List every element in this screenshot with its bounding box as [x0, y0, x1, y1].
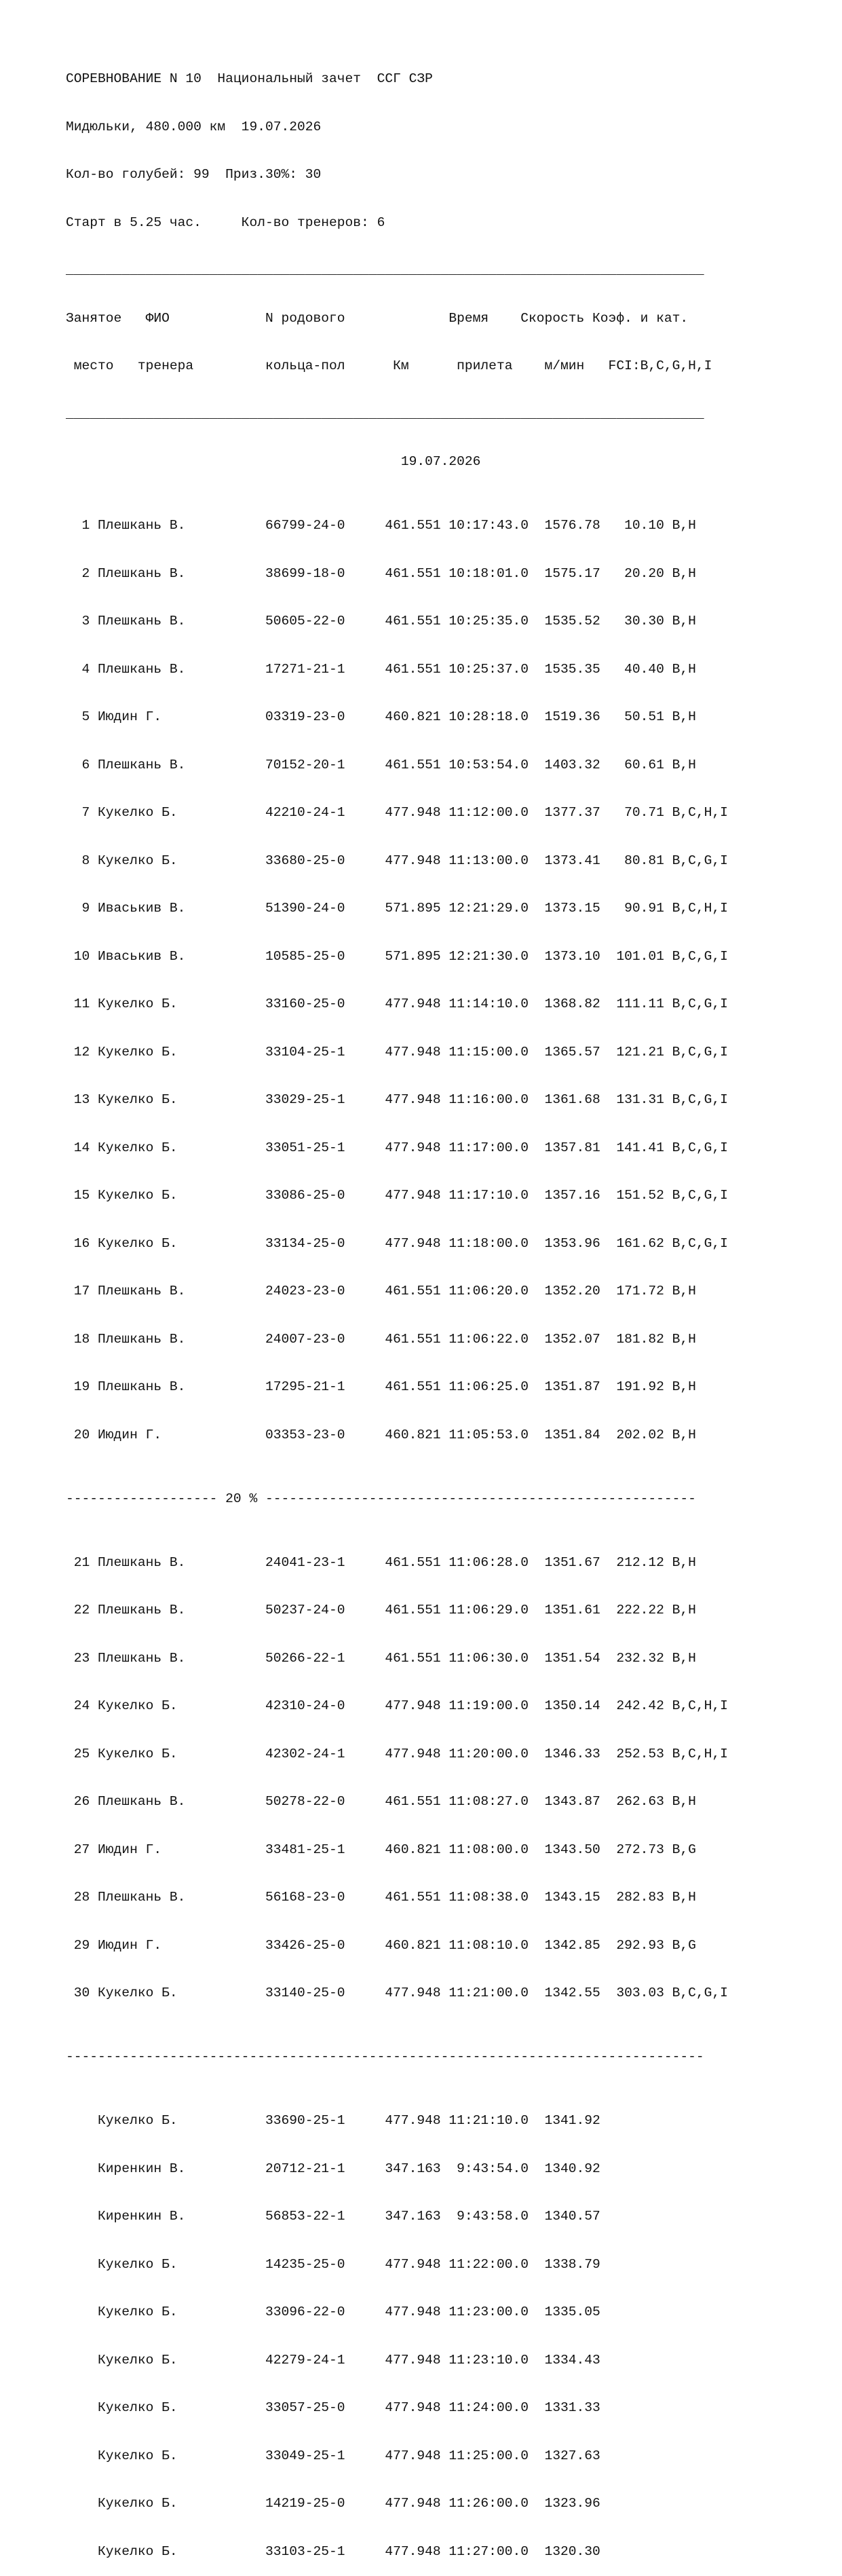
table-row: 20 Июдин Г. 03353-23-0 460.821 11:05:53.0 1351.84 202.02 B,H: [66, 1427, 696, 1442]
table-row: 14 Кукелко Б. 33051-25-1 477.948 11:17:00.0 1357.81 141.41 B,C,G,I: [66, 1140, 728, 1155]
rule-top: ________________________________________________________________________________: [66, 263, 704, 278]
table-row: 3 Плешкань В. 50605-22-0 461.551 10:25:35.0 1535.52 30.30 B,H: [66, 614, 696, 629]
column-header-1: Занятое ФИО N родового Время Скорость Коэф. и кат.: [66, 310, 689, 326]
table-row: Кукелко Б. 33057-25-0 477.948 11:24:00.0 1331.33: [66, 2400, 600, 2415]
table-row: 30 Кукелко Б. 33140-25-0 477.948 11:21:00.0 1342.55 303.03 B,C,G,I: [66, 1985, 728, 2000]
table-row: 27 Июдин Г. 33481-25-1 460.821 11:08:00.0 1343.50 272.73 B,G: [66, 1842, 696, 1857]
table-row: 24 Кукелко Б. 42310-24-0 477.948 11:19:00.0 1350.14 242.42 B,C,H,I: [66, 1698, 728, 1713]
table-row: 4 Плешкань В. 17271-21-1 461.551 10:25:37.0 1535.35 40.40 B,H: [66, 661, 696, 677]
table-row: 17 Плешкань В. 24023-23-0 461.551 11:06:20.0 1352.20 171.72 B,H: [66, 1284, 696, 1299]
table-row: Кукелко Б. 33103-25-1 477.948 11:27:00.0 1320.30: [66, 2543, 600, 2559]
start-info: Старт в 5.25 час. Кол-во тренеров: 6: [66, 214, 385, 230]
table-row: 21 Плешкань В. 24041-23-1 461.551 11:06:28.0 1351.67 212.12 B,H: [66, 1554, 696, 1570]
separator-end: --------------------------------------------------------------------------------: [66, 2049, 704, 2064]
separator-20-percent: ------------------- 20 % ------------------------------------------------------: [66, 1491, 696, 1506]
table-row: 6 Плешкань В. 70152-20-1 461.551 10:53:54.0 1403.32 60.61 B,H: [66, 757, 696, 772]
table-row: Киренкин В. 20712-21-1 347.163 9:43:54.0 1340.92: [66, 2161, 600, 2176]
table-row: 8 Кукелко Б. 33680-25-0 477.948 11:13:00.0 1373.41 80.81 B,C,G,I: [66, 853, 728, 868]
table-row: 26 Плешкань В. 50278-22-0 461.551 11:08:27.0 1343.87 262.63 B,H: [66, 1794, 696, 1809]
table-row: 10 Иваськив В. 10585-25-0 571.895 12:21:30.0 1373.10 101.01 B,C,G,I: [66, 948, 728, 964]
table-row: 1 Плешкань В. 66799-24-0 461.551 10:17:43.0 1576.78 10.10 B,H: [66, 518, 696, 533]
table-row: Кукелко Б. 33690-25-1 477.948 11:21:10.0 1341.92: [66, 2113, 600, 2128]
table-row: 29 Июдин Г. 33426-25-0 460.821 11:08:10.0 1342.85 292.93 B,G: [66, 1937, 696, 1953]
table-row: 11 Кукелко Б. 33160-25-0 477.948 11:14:10.0 1368.82 111.11 B,C,G,I: [66, 996, 728, 1011]
table-row: 16 Кукелко Б. 33134-25-0 477.948 11:18:00.0 1353.96 161.62 B,C,G,I: [66, 1235, 728, 1251]
table-row: 5 Июдин Г. 03319-23-0 460.821 10:28:18.0 1519.36 50.51 B,H: [66, 709, 696, 724]
rule-mid: ________________________________________________________________________________: [66, 406, 704, 422]
table-row: 2 Плешкань В. 38699-18-0 461.551 10:18:01.0 1575.17 20.20 B,H: [66, 565, 696, 581]
table-row: Киренкин В. 56853-22-1 347.163 9:43:58.0 1340.57: [66, 2209, 600, 2224]
table-row: Кукелко Б. 14219-25-0 477.948 11:26:00.0 1323.96: [66, 2496, 600, 2511]
table-row: 13 Кукелко Б. 33029-25-1 477.948 11:16:00.0 1361.68 131.31 B,C,G,I: [66, 1092, 728, 1107]
table-row: 7 Кукелко Б. 42210-24-1 477.948 11:12:00.0 1377.37 70.71 B,C,H,I: [66, 805, 728, 820]
table-row: 19 Плешкань В. 17295-21-1 461.551 11:06:25.0 1351.87 191.92 B,H: [66, 1379, 696, 1394]
table-row: 28 Плешкань В. 56168-23-0 461.551 11:08:38.0 1343.15 282.83 B,H: [66, 1890, 696, 1905]
table-row: Кукелко Б. 33049-25-1 477.948 11:25:00.0 1327.63: [66, 2448, 600, 2463]
table-row: 22 Плешкань В. 50237-24-0 461.551 11:06:29.0 1351.61 222.22 B,H: [66, 1603, 696, 1618]
date-line: 19.07.2026: [66, 454, 481, 469]
pigeon-count: Кол-во голубей: 99 Приз.30%: 30: [66, 167, 322, 182]
competition-location: Мидюльки, 480.000 км 19.07.2026: [66, 119, 322, 134]
table-row: 23 Плешкань В. 50266-22-1 461.551 11:06:30.0 1351.54 232.32 B,H: [66, 1650, 696, 1666]
table-row: 9 Иваськив В. 51390-24-0 571.895 12:21:29.0 1373.15 90.91 B,C,H,I: [66, 901, 728, 916]
table-row: 18 Плешкань В. 24007-23-0 461.551 11:06:22.0 1352.07 181.82 B,H: [66, 1331, 696, 1347]
table-row: 12 Кукелко Б. 33104-25-1 477.948 11:15:00.0 1365.57 121.21 B,C,G,I: [66, 1044, 728, 1060]
table-row: 15 Кукелко Б. 33086-25-0 477.948 11:17:10.0 1357.16 151.52 B,C,G,I: [66, 1188, 728, 1203]
results-document: [66, 39, 728, 2576]
column-header-2: место тренера кольца-пол Км прилета м/мин FCI:B,C,G,H,I: [66, 358, 712, 373]
table-row: 25 Кукелко Б. 42302-24-1 477.948 11:20:00.0 1346.33 252.53 B,C,H,I: [66, 1746, 728, 1761]
table-row: Кукелко Б. 42279-24-1 477.948 11:23:10.0 1334.43: [66, 2352, 600, 2368]
table-row: Кукелко Б. 33096-22-0 477.948 11:23:00.0 1335.05: [66, 2304, 600, 2319]
competition-title: СОРЕВНОВАНИЕ N 10 Национальный зачет ССГ СЗР: [66, 71, 433, 86]
table-row: Кукелко Б. 14235-25-0 477.948 11:22:00.0 1338.79: [66, 2256, 600, 2272]
